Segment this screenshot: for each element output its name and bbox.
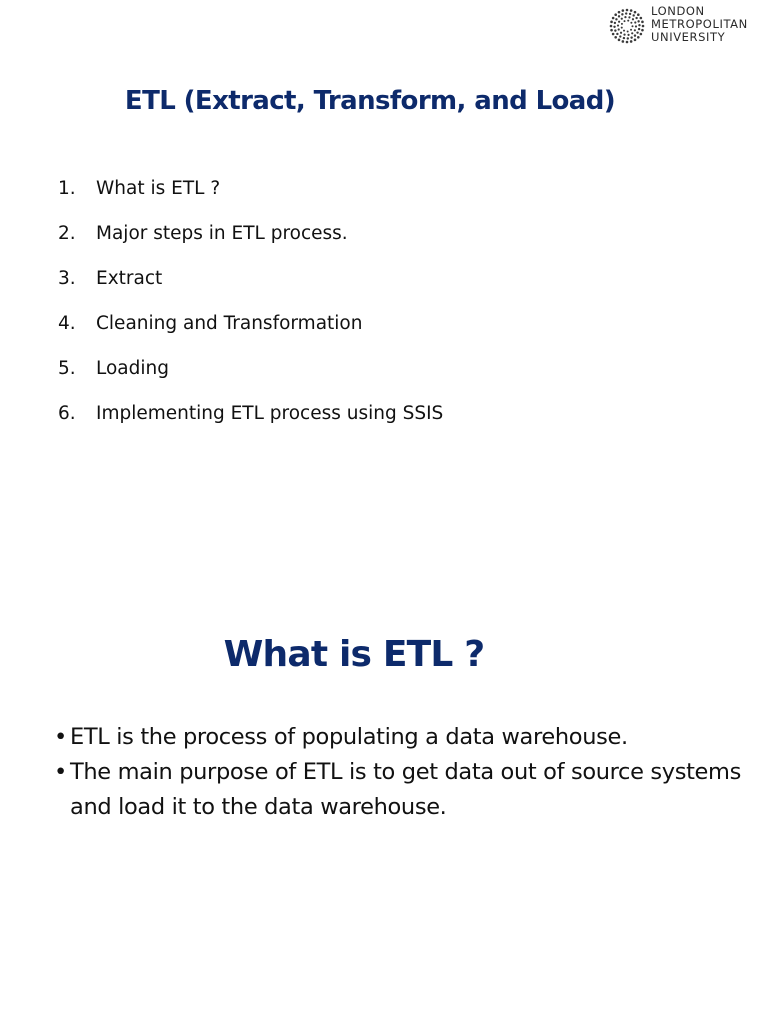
page-title: ETL (Extract, Transform, and Load) xyxy=(124,86,616,116)
outline-item-text: Extract xyxy=(96,268,163,289)
outline-item-text: Implementing ETL process using SSIS xyxy=(96,403,444,424)
outline-item-number: 1. xyxy=(58,178,76,199)
outline-item xyxy=(58,175,443,220)
outline-item-text: Cleaning and Transformation xyxy=(96,313,363,334)
outline-item-text: Major steps in ETL process. xyxy=(96,223,348,244)
outline-item xyxy=(58,355,443,400)
outline-item-number: 4. xyxy=(58,313,76,334)
outline-list xyxy=(58,175,443,445)
bullet-item xyxy=(54,755,754,825)
outline-item-number: 6. xyxy=(58,403,76,424)
outline-item xyxy=(58,310,443,355)
bullet-text: The main purpose of ETL is to get data out of source systems and load it to the data warehouse. xyxy=(70,759,741,820)
outline-item-text: What is ETL ? xyxy=(96,178,221,199)
logo-dot-ring-icon xyxy=(608,4,648,48)
university-logo xyxy=(608,4,760,48)
bullet-dot-icon: • xyxy=(54,759,67,785)
outline-item xyxy=(58,220,443,265)
outline-item xyxy=(58,265,443,310)
outline-item-text: Loading xyxy=(96,358,169,379)
outline-item-number: 2. xyxy=(58,223,76,244)
outline-item-number: 5. xyxy=(58,358,76,379)
logo-wordmark xyxy=(651,5,748,44)
section-title: What is ETL ? xyxy=(223,634,485,675)
bullet-list xyxy=(54,720,754,825)
logo-line-metropolitan: METROPOLITAN xyxy=(651,17,748,31)
bullet-item xyxy=(54,720,754,755)
logo-line-university: UNIVERSITY xyxy=(651,30,726,44)
logo-line-london: LONDON xyxy=(651,4,705,18)
outline-item-number: 3. xyxy=(58,268,76,289)
bullet-dot-icon: • xyxy=(54,724,67,750)
bullet-text: ETL is the process of populating a data warehouse. xyxy=(70,724,628,750)
outline-item xyxy=(58,400,443,445)
